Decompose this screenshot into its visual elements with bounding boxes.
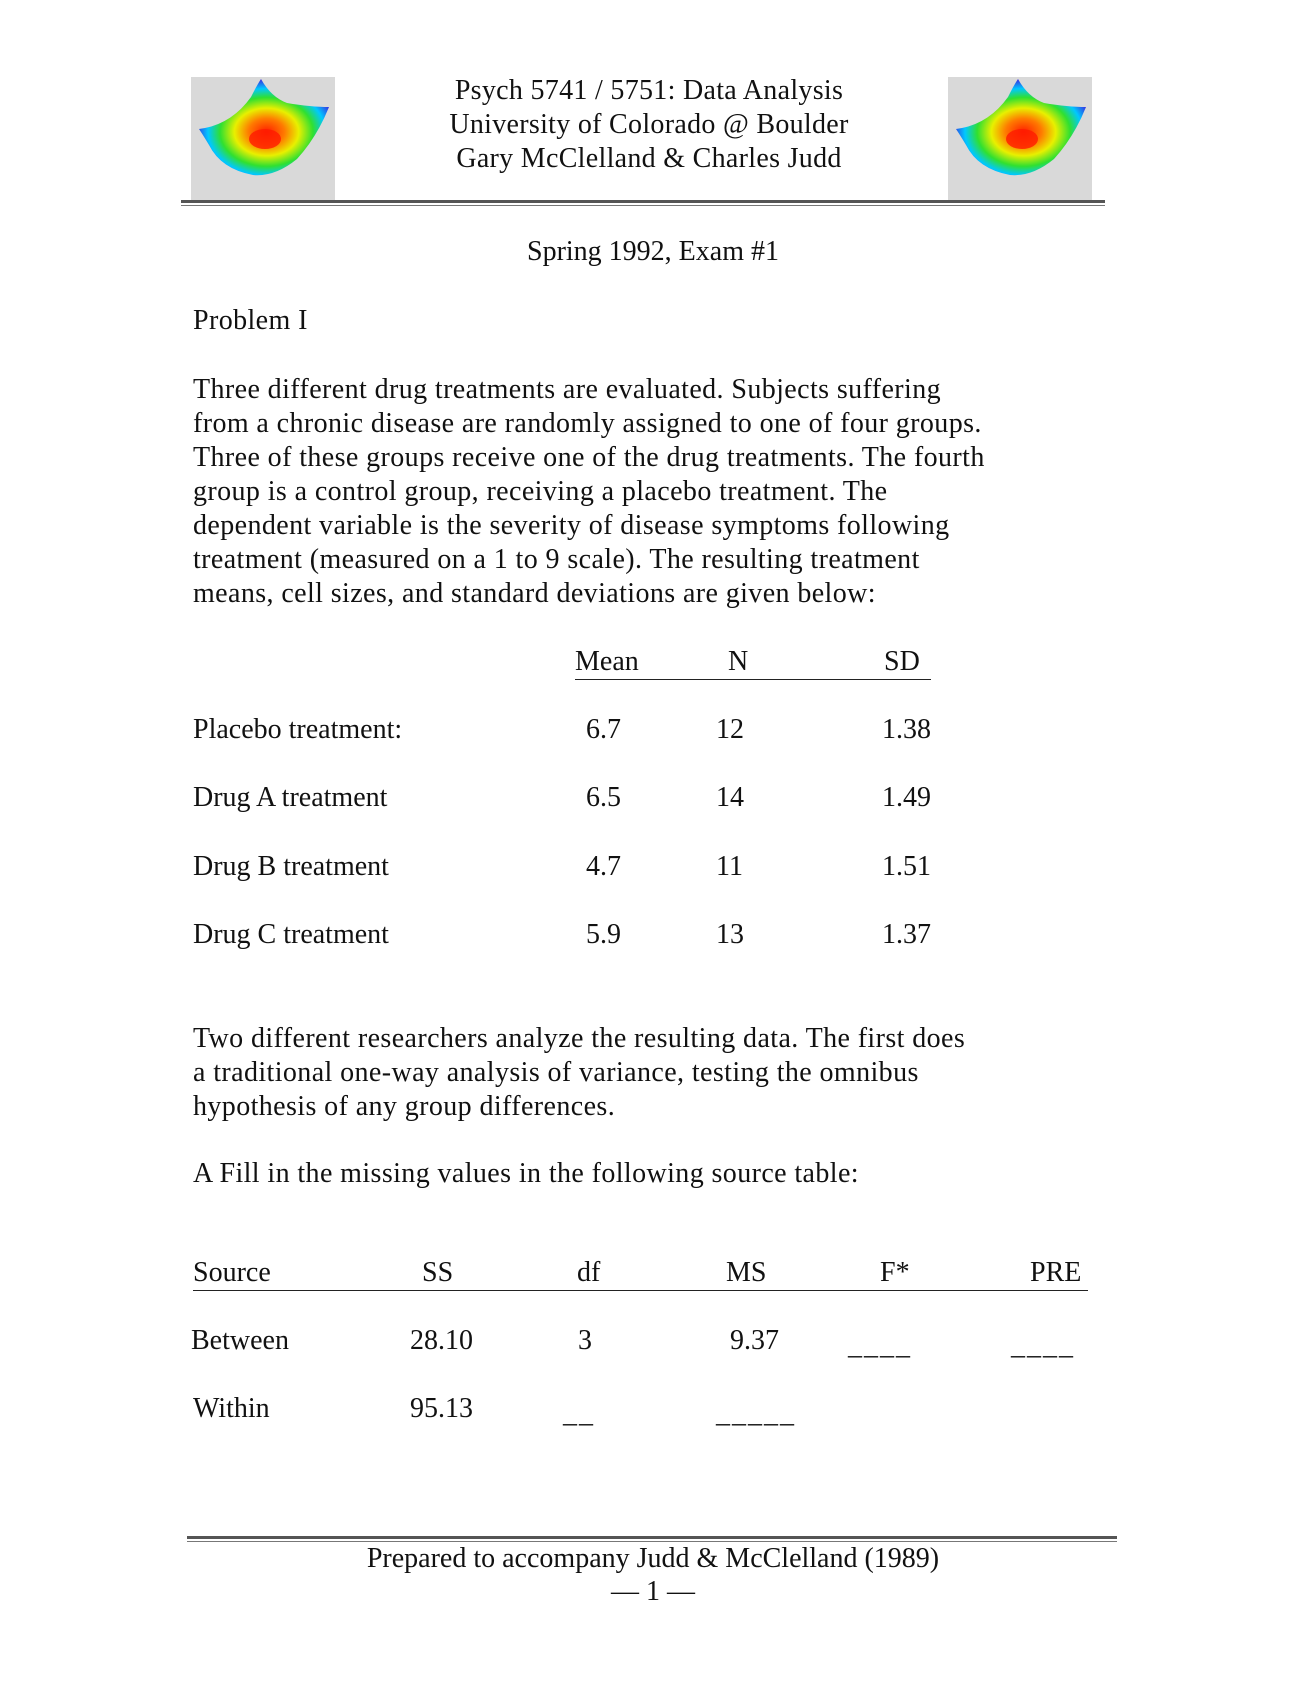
mean-value: 6.5 [586, 782, 621, 813]
source-header: Source [193, 1257, 271, 1288]
within-ms-blank: _____ [716, 1398, 796, 1429]
paragraph-line: Three of these groups receive one of the drug treatments. The fourth [193, 442, 985, 473]
row-label: Placebo treatment: [193, 714, 403, 745]
authors: Gary McClelland & Charles Judd [456, 143, 842, 174]
mean-value: 5.9 [586, 919, 621, 950]
footer-note: Prepared to accompany Judd & McClelland (1989) [366, 1543, 940, 1574]
sd-header: SD [884, 646, 920, 677]
header-divider [181, 200, 1105, 206]
mean-header: Mean [575, 646, 639, 677]
surface-plot-icon [948, 77, 1092, 200]
sd-value: 1.38 [882, 714, 931, 745]
surface-plot-icon [191, 77, 335, 200]
exam-title: Spring 1992, Exam #1 [527, 236, 779, 267]
within-label: Within [193, 1393, 270, 1424]
paragraph-line: group is a control group, receiving a placebo treatment. The [193, 476, 888, 507]
problem-heading: Problem I [193, 305, 308, 336]
within-ss: 95.13 [410, 1393, 473, 1424]
sd-value: 1.49 [882, 782, 931, 813]
within-df-blank: __ [563, 1398, 595, 1429]
row-label: Drug C treatment [193, 919, 389, 950]
mean-value: 4.7 [586, 851, 621, 882]
sd-value: 1.51 [882, 851, 931, 882]
paragraph-line: from a chronic disease are randomly assigned to one of four groups. [193, 408, 982, 439]
between-ms: 9.37 [730, 1325, 779, 1356]
footer-divider [187, 1536, 1117, 1542]
ss-header: SS [422, 1257, 454, 1288]
university-name: University of Colorado @ Boulder [449, 109, 849, 140]
paragraph-line: treatment (measured on a 1 to 9 scale). The resulting treatment [193, 544, 920, 575]
n-value: 11 [716, 851, 743, 882]
f-header: F* [880, 1257, 910, 1288]
table-header-rule [575, 679, 931, 680]
df-header: df [577, 1257, 601, 1288]
row-label: Drug B treatment [193, 851, 389, 882]
course-title: Psych 5741 / 5751: Data Analysis [454, 75, 844, 106]
between-pre-blank: ____ [1011, 1330, 1075, 1361]
intro-paragraph [193, 373, 1133, 611]
row-label: Drug A treatment [193, 782, 388, 813]
paragraph-line: Two different researchers analyze the resulting data. The first does [193, 1023, 966, 1054]
table-header-rule [193, 1290, 1088, 1291]
n-header: N [728, 646, 749, 677]
n-value: 13 [716, 919, 744, 950]
pre-header: PRE [1030, 1257, 1082, 1288]
n-value: 14 [716, 782, 744, 813]
paragraph-line: means, cell sizes, and standard deviations are given below: [193, 578, 876, 609]
between-df: 3 [578, 1325, 592, 1356]
n-value: 12 [716, 714, 744, 745]
between-ss: 28.10 [410, 1325, 473, 1356]
sd-value: 1.37 [882, 919, 931, 950]
mean-value: 6.7 [586, 714, 621, 745]
between-label: Between [191, 1325, 289, 1356]
course-header [389, 74, 909, 176]
paragraph-line: hypothesis of any group differences. [193, 1091, 616, 1122]
researchers-paragraph [193, 1022, 1133, 1124]
paragraph-line: Three different drug treatments are evaluated. Subjects suffering [193, 374, 942, 405]
page-number: — 1 — [611, 1576, 695, 1607]
paragraph-line: a traditional one-way analysis of variance, testing the omnibus [193, 1057, 919, 1088]
paragraph-line: dependent variable is the severity of disease symptoms following [193, 510, 950, 541]
question-a: A Fill in the missing values in the following source table: [193, 1158, 859, 1189]
ms-header: MS [726, 1257, 767, 1288]
between-f-blank: ____ [848, 1330, 912, 1361]
